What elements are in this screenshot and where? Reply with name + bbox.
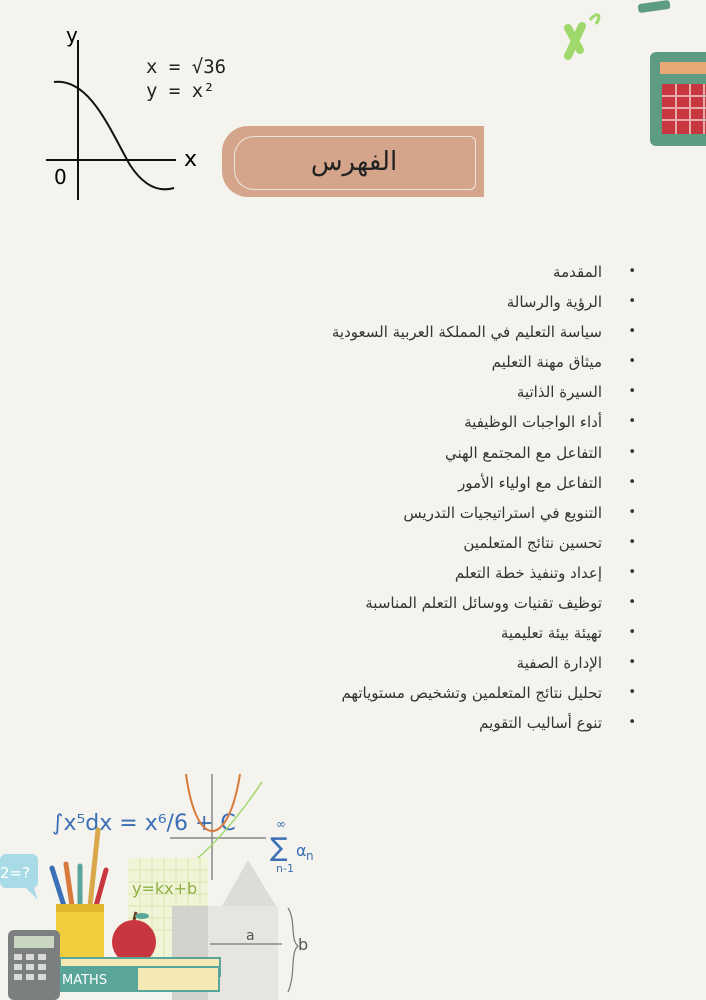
line-formula: y=kx+b — [132, 879, 198, 898]
dimension-b-label: b — [298, 935, 309, 954]
toc-item: • السيرة الذاتية — [332, 377, 636, 407]
graph-equation-2: y = x² — [146, 80, 215, 102]
sum-upper-label: ∞ — [276, 817, 286, 831]
svg-text:α: α — [296, 841, 307, 860]
svg-text:n: n — [306, 849, 314, 863]
toc-item: • ميثاق مهنة التعليم — [332, 347, 636, 377]
graph-axis-y-label: y — [66, 23, 78, 47]
toc-item: • التفاعل مع اولياء الأمور — [332, 468, 636, 498]
integral-formula: ∫x⁵dx = x⁶/6 + C — [52, 811, 236, 836]
graph-origin-label: 0 — [54, 165, 67, 189]
toc-item: • الإدارة الصفية — [332, 648, 636, 678]
toc-item: • تحسين نتائج المتعلمين — [332, 528, 636, 558]
toc-item: • المقدمة — [332, 257, 636, 287]
graph-axis-x-label: x — [184, 147, 198, 172]
toc-item: • سياسة التعليم في المملكة العربية السعودية — [332, 317, 636, 347]
graph-equation-1: x = √36 — [146, 56, 227, 78]
page-title: الفهرس — [310, 147, 398, 177]
dimension-a-label: a — [246, 928, 255, 944]
toc-item: • التنويع في استراتيجيات التدريس — [332, 498, 636, 528]
toc-item: • تهيئة بيئة تعليمية — [332, 618, 636, 648]
toc-item: • إعداد وتنفيذ خطة التعلم — [332, 558, 636, 588]
graph-illustration — [40, 20, 230, 200]
calculator-corner-decoration — [560, 0, 706, 150]
toc-item: • أداء الواجبات الوظيفية — [332, 407, 636, 437]
toc-item: • تحليل نتائج المتعلمين وتشخيص مستوياتهم — [332, 678, 636, 708]
toc-item: • تنوع أساليب التقويم — [332, 708, 636, 738]
toc-item: • توظيف تقنيات ووسائل التعلم المناسبة — [332, 588, 636, 618]
svg-text:∑: ∑ — [270, 833, 288, 863]
table-of-contents — [332, 257, 636, 739]
equation-bubble-text: 2=? — [0, 864, 31, 882]
book-label: MATHS — [62, 973, 108, 988]
toc-item: • الرؤية والرسالة — [332, 287, 636, 317]
sum-lower-label: n-1 — [276, 862, 294, 875]
math-collage-decoration — [0, 770, 340, 1000]
toc-item: • التفاعل مع المجتمع الهني — [332, 438, 636, 468]
